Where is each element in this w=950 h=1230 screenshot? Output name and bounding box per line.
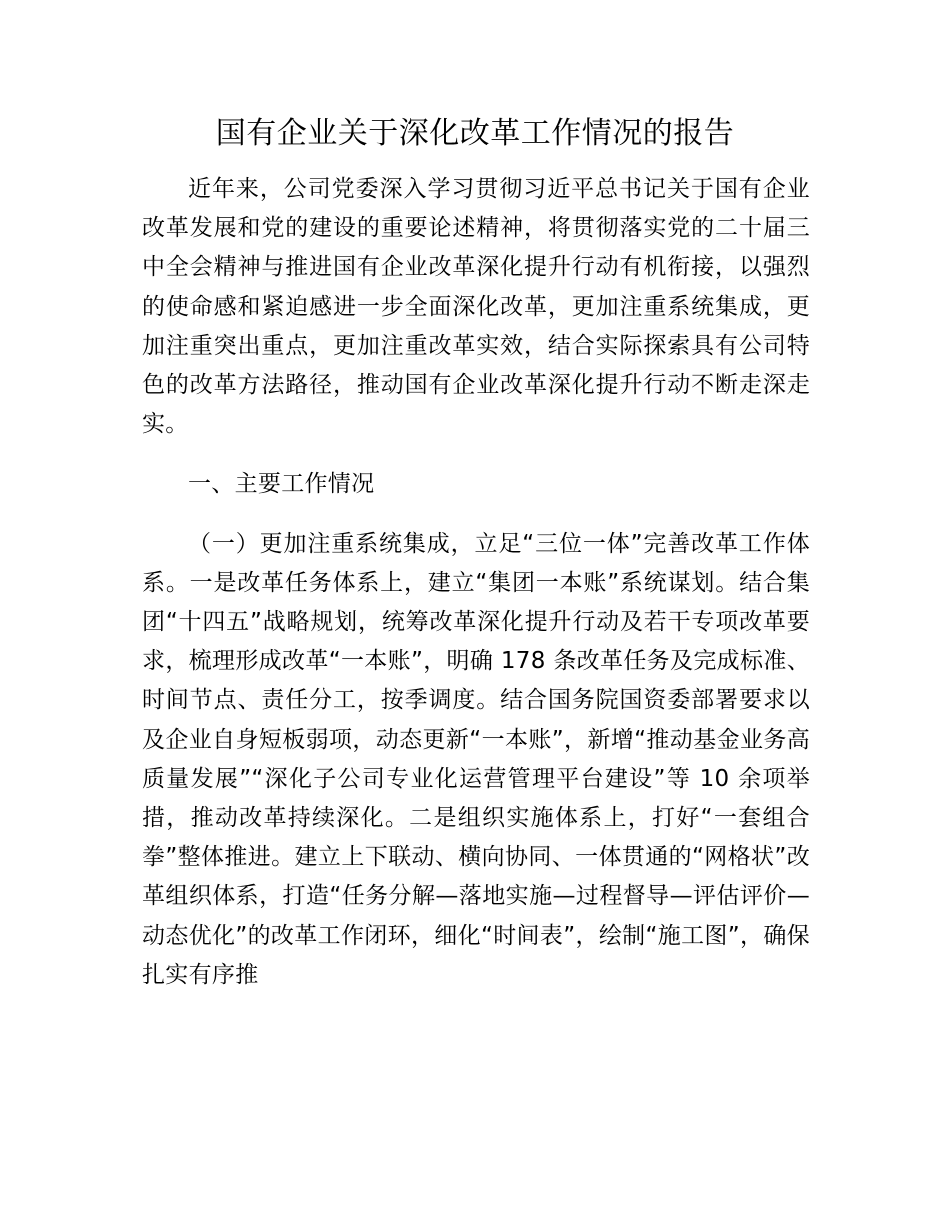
intro-paragraph: 近年来，公司党委深入学习贯彻习近平总书记关于国有企业改革发展和党的建设的重要论述精神，将贯彻落实党的二十届三中全会精神与推进国有企业改革深化提升行动有机衔接，以强烈的使命感和紧迫感进一步全面深化改革，更加注重系统集成，更加注重突出重点，更加注重改革实效，结合实际探索具有公司特色的改革方法路径，推动国有企业改革深化提升行动不断走深走实。 (142, 176, 810, 438)
section-heading: 一、主要工作情况 (188, 471, 375, 498)
section-paragraph: （一）更加注重系统集成，立足“三位一体”完善改革工作体系。一是改革任务体系上，建立“集团一本账”系统谋划。结合集团“十四五”战略规划，统筹改革深化提升行动及若干专项改革要求，梳理形成改革“一本账”，明确 178 条改革任务及完成标准、时间节点、责任分工，按季调度。结合国务院国资委部署要求以及企业自身短板弱项，动态更新“一本账”，新增“推动基金业务高质量发展”“深化子公司专业化运营管理平台建设”等 10 余项举措，推动改革持续深化。二是组织实施体系上，打好“一套组合拳”整体推进。建立上下联动、横向协同、一体贯通的“网格状”改革组织体系，打造“任务分解—落地实施—过程督导—评估评价—动态优化”的改革工作闭环，细化“时间表”，绘制“施工图”，确保扎实有序推 (142, 530, 810, 988)
document-title: 国有企业关于深化改革工作情况的报告 (215, 116, 735, 151)
document-body (142, 170, 810, 995)
